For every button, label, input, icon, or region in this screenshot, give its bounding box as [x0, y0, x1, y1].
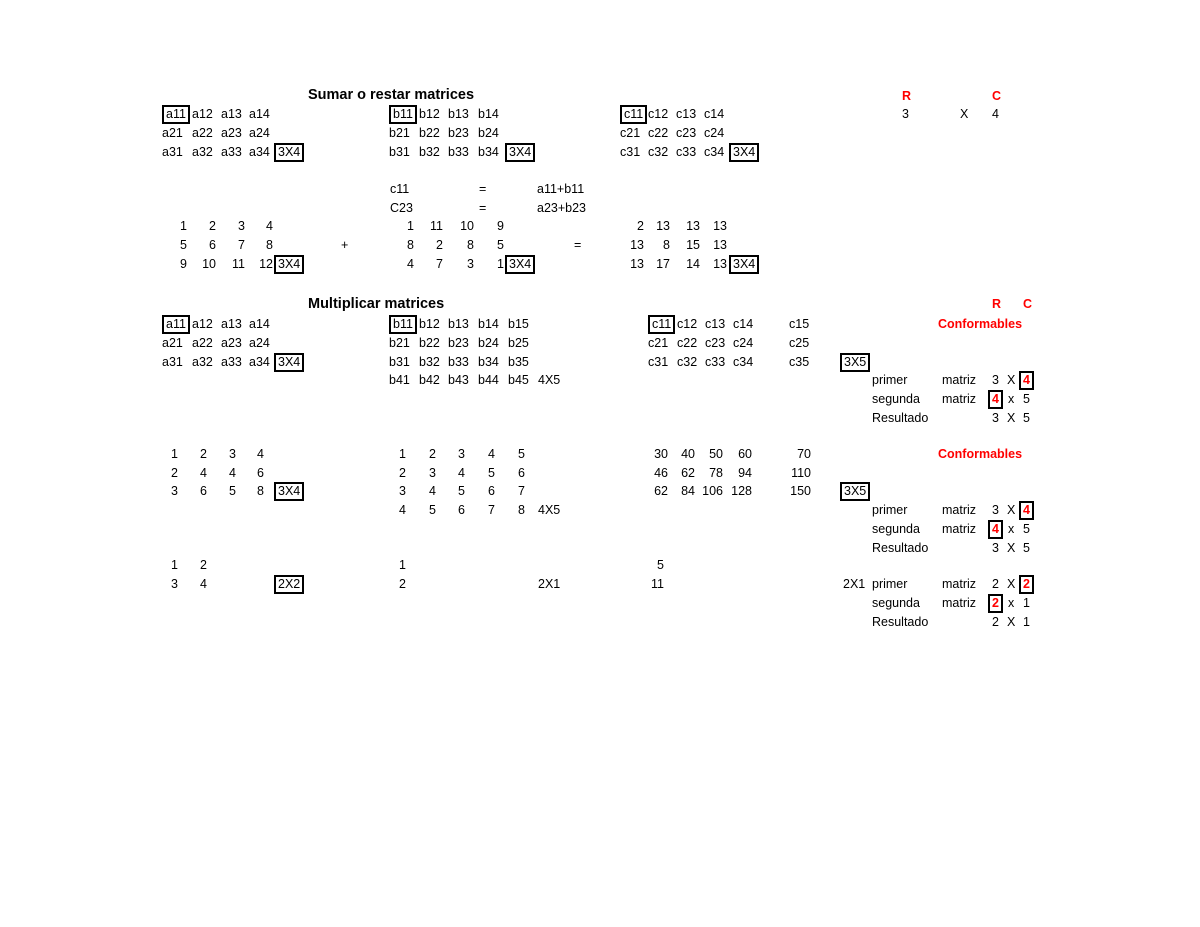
- numeric-cell-a: 2: [200, 447, 207, 461]
- numeric-cell-c: 13: [630, 238, 644, 252]
- numeric-cell-c: 30: [654, 447, 668, 461]
- numeric-cell-c: 11: [651, 577, 664, 591]
- symbolic-cell-a: a23: [221, 126, 242, 140]
- symbolic-cell-b: b15: [508, 317, 529, 331]
- symbolic-cell-c: c32: [677, 355, 698, 369]
- numeric-cell-b: 6: [518, 466, 525, 480]
- numeric-cell-c: 106: [702, 484, 723, 498]
- dimension-label-c: 2X1: [843, 577, 866, 591]
- numeric-cell-a: 3: [171, 484, 178, 498]
- numeric-cell-c: 13: [713, 219, 727, 233]
- numeric-cell-b: 6: [458, 503, 465, 517]
- numeric-cell-b: 1: [399, 558, 406, 572]
- matriz-label: matriz: [942, 373, 977, 387]
- dimension-label-a: 3X4: [274, 353, 304, 372]
- columns-value: 4: [992, 107, 999, 121]
- symbolic-cell-a: a33: [221, 355, 242, 369]
- dim-value: 3: [992, 373, 999, 387]
- symbolic-cell-a: a11: [162, 315, 190, 334]
- numeric-cell-a: 6: [257, 466, 264, 480]
- numeric-cell-b: 10: [460, 219, 474, 233]
- symbolic-cell-b: b31: [389, 145, 410, 159]
- numeric-cell-b: 4: [458, 466, 465, 480]
- numeric-cell-a: 3: [238, 219, 245, 233]
- numeric-cell-b: 5: [429, 503, 436, 517]
- dimension-label-a: 3X4: [274, 482, 304, 501]
- times-sign: X: [960, 107, 969, 121]
- numeric-cell-c: 13: [713, 238, 727, 252]
- highlight-dim: 2: [988, 594, 1003, 613]
- matriz-label: matriz: [942, 392, 977, 406]
- dim-value: 2: [992, 577, 999, 591]
- numeric-cell-b: 5: [518, 447, 525, 461]
- symbolic-cell-c: c14: [704, 107, 725, 121]
- columns-header: C: [1023, 297, 1033, 311]
- symbolic-cell-b: b32: [419, 355, 440, 369]
- matriz-label: matriz: [942, 503, 977, 517]
- symbolic-cell-c: c24: [704, 126, 725, 140]
- symbolic-cell-b: b43: [448, 373, 469, 387]
- symbolic-cell-c: c21: [648, 336, 669, 350]
- symbolic-cell-a: a31: [162, 355, 183, 369]
- numeric-cell-b: 9: [497, 219, 504, 233]
- numeric-cell-b: 1: [407, 219, 414, 233]
- symbolic-cell-a: a33: [221, 145, 242, 159]
- symbolic-cell-c: c32: [648, 145, 669, 159]
- symbolic-cell-c: c21: [620, 126, 641, 140]
- dimension-label-b: 2X1: [538, 577, 561, 591]
- symbolic-cell-a: a31: [162, 145, 183, 159]
- numeric-cell-b: 2: [429, 447, 436, 461]
- numeric-cell-c: 13: [656, 219, 670, 233]
- symbolic-cell-b: b32: [419, 145, 440, 159]
- symbolic-cell-c: c24: [733, 336, 754, 350]
- numeric-cell-b: 5: [458, 484, 465, 498]
- symbolic-cell-b: b31: [389, 355, 410, 369]
- numeric-cell-a: 4: [200, 466, 207, 480]
- matriz-label: matriz: [942, 596, 977, 610]
- rows-header: R: [902, 89, 912, 103]
- formula-rhs: a23+b23: [537, 201, 587, 215]
- highlight-dim: 2: [1019, 575, 1034, 594]
- numeric-cell-b: 8: [518, 503, 525, 517]
- symbolic-cell-b: b24: [478, 336, 499, 350]
- matriz-label: matriz: [942, 577, 977, 591]
- symbolic-cell-a: a24: [249, 126, 270, 140]
- symbolic-cell-b: b13: [448, 317, 469, 331]
- numeric-cell-a: 4: [257, 447, 264, 461]
- section-title-multiplicar: Multiplicar matrices: [308, 296, 445, 312]
- numeric-cell-c: 94: [738, 466, 752, 480]
- numeric-cell-b: 6: [488, 484, 495, 498]
- conformables-label: Conformables: [938, 317, 1023, 331]
- symbolic-cell-a: a34: [249, 145, 270, 159]
- dimension-label-a: 3X4: [274, 143, 304, 162]
- primer-label: primer: [872, 577, 908, 591]
- numeric-cell-c: 60: [738, 447, 752, 461]
- dim-value: 2: [992, 615, 999, 629]
- formula-equals: =: [479, 182, 487, 196]
- symbolic-cell-c: c31: [648, 355, 669, 369]
- symbolic-cell-b: b14: [478, 107, 499, 121]
- symbolic-cell-b: b21: [389, 336, 410, 350]
- highlight-dim: 4: [988, 390, 1003, 409]
- numeric-cell-c: 17: [656, 257, 670, 271]
- segunda-label: segunda: [872, 392, 920, 406]
- symbolic-cell-a: a12: [192, 317, 213, 331]
- dim-value: 1: [1023, 596, 1030, 610]
- conformables-label: Conformables: [938, 447, 1023, 461]
- symbolic-cell-a: a22: [192, 336, 213, 350]
- symbolic-cell-b: b11: [389, 315, 417, 334]
- numeric-cell-b: 4: [407, 257, 414, 271]
- symbolic-cell-b: b22: [419, 126, 440, 140]
- numeric-cell-c: 13: [630, 257, 644, 271]
- numeric-cell-a: 5: [180, 238, 187, 252]
- numeric-cell-c: 78: [709, 466, 723, 480]
- dim-value: 5: [1023, 392, 1030, 406]
- numeric-cell-b: 2: [399, 577, 406, 591]
- symbolic-cell-b: b13: [448, 107, 469, 121]
- numeric-cell-a: 1: [171, 558, 178, 572]
- symbolic-cell-c: c14: [733, 317, 754, 331]
- dim-value: 5: [1023, 522, 1030, 536]
- section-title-sumar: Sumar o restar matrices: [308, 87, 475, 103]
- numeric-cell-a: 6: [200, 484, 207, 498]
- resultado-label: Resultado: [872, 615, 929, 629]
- symbolic-cell-a: a14: [249, 107, 270, 121]
- symbolic-cell-a: a32: [192, 355, 213, 369]
- numeric-cell-c: 50: [709, 447, 723, 461]
- numeric-cell-a: 4: [266, 219, 273, 233]
- symbolic-cell-c: c12: [648, 107, 669, 121]
- numeric-cell-b: 3: [429, 466, 436, 480]
- dim-value: 1: [1023, 615, 1030, 629]
- symbolic-cell-b: b24: [478, 126, 499, 140]
- numeric-cell-b: 8: [467, 238, 474, 252]
- numeric-cell-b: 4: [429, 484, 436, 498]
- numeric-cell-c: 62: [681, 466, 695, 480]
- symbolic-cell-b: b23: [448, 126, 469, 140]
- symbolic-cell-b: b33: [448, 355, 469, 369]
- symbolic-cell-b: b14: [478, 317, 499, 331]
- numeric-cell-a: 11: [232, 257, 245, 271]
- numeric-cell-a: 2: [171, 466, 178, 480]
- numeric-cell-a: 3: [171, 577, 178, 591]
- dim-value: 5: [1023, 541, 1030, 555]
- symbolic-cell-b: b12: [419, 107, 440, 121]
- symbolic-cell-a: a21: [162, 126, 183, 140]
- matriz-label: matriz: [942, 522, 977, 536]
- numeric-cell-b: 7: [436, 257, 443, 271]
- symbolic-cell-c: c25: [789, 336, 810, 350]
- numeric-cell-a: 7: [238, 238, 245, 252]
- symbolic-cell-b: b41: [389, 373, 410, 387]
- highlight-dim: 4: [1019, 501, 1034, 520]
- primer-label: primer: [872, 373, 908, 387]
- numeric-cell-c: 14: [686, 257, 700, 271]
- symbolic-cell-c: c22: [677, 336, 698, 350]
- symbolic-cell-b: b34: [478, 355, 499, 369]
- symbolic-cell-c: c22: [648, 126, 669, 140]
- resultado-label: Resultado: [872, 411, 929, 425]
- dimension-label-c: 3X4: [729, 143, 759, 162]
- numeric-cell-c: 110: [791, 466, 811, 480]
- numeric-cell-b: 7: [488, 503, 495, 517]
- highlight-dim: 4: [1019, 371, 1034, 390]
- symbolic-cell-a: a34: [249, 355, 270, 369]
- dimension-label-b: 3X4: [505, 255, 535, 274]
- symbolic-cell-a: a21: [162, 336, 183, 350]
- symbolic-cell-a: a11: [162, 105, 190, 124]
- formula-lhs: c11: [390, 182, 410, 196]
- numeric-cell-b: 11: [430, 219, 443, 233]
- symbolic-cell-c: c23: [705, 336, 726, 350]
- numeric-cell-a: 2: [209, 219, 216, 233]
- dimension-label-a: 3X4: [274, 255, 304, 274]
- numeric-cell-a: 1: [171, 447, 178, 461]
- symbolic-cell-c: c11: [620, 105, 647, 124]
- numeric-cell-c: 128: [731, 484, 752, 498]
- numeric-cell-b: 1: [497, 257, 504, 271]
- numeric-cell-b: 5: [497, 238, 504, 252]
- symbolic-cell-b: b23: [448, 336, 469, 350]
- symbolic-cell-b: b45: [508, 373, 529, 387]
- symbolic-cell-b: b21: [389, 126, 410, 140]
- symbolic-cell-a: a23: [221, 336, 242, 350]
- numeric-cell-c: 13: [713, 257, 727, 271]
- dim-value: 3: [992, 503, 999, 517]
- rows-header: R: [992, 297, 1002, 311]
- symbolic-cell-c: c15: [789, 317, 810, 331]
- symbolic-cell-c: c33: [705, 355, 726, 369]
- dimension-label-c: 3X5: [840, 353, 870, 372]
- symbolic-cell-b: b33: [448, 145, 469, 159]
- dim-value: 3: [992, 411, 999, 425]
- times-sign: X: [1007, 541, 1016, 555]
- numeric-cell-a: 3: [229, 447, 236, 461]
- numeric-cell-b: 3: [458, 447, 465, 461]
- dim-value: 5: [1023, 411, 1030, 425]
- dimension-label-b: 4X5: [538, 373, 561, 387]
- primer-label: primer: [872, 503, 908, 517]
- numeric-cell-b: 7: [518, 484, 525, 498]
- formula-lhs: C23: [390, 201, 413, 215]
- times-sign: X: [1007, 503, 1016, 517]
- symbolic-cell-a: a13: [221, 107, 242, 121]
- numeric-cell-a: 4: [229, 466, 236, 480]
- formula-rhs: a11+b11: [537, 182, 585, 196]
- symbolic-cell-b: b42: [419, 373, 440, 387]
- numeric-cell-a: 2: [200, 558, 207, 572]
- symbolic-cell-b: b11: [389, 105, 417, 124]
- dimension-label-c: 3X4: [729, 255, 759, 274]
- symbolic-cell-c: c23: [676, 126, 697, 140]
- numeric-cell-c: 62: [654, 484, 668, 498]
- numeric-cell-c: 2: [637, 219, 644, 233]
- symbolic-cell-b: b34: [478, 145, 499, 159]
- dimension-label-c: 3X5: [840, 482, 870, 501]
- numeric-cell-b: 4: [399, 503, 406, 517]
- times-sign: x: [1008, 596, 1015, 610]
- equals-sign: =: [574, 238, 582, 252]
- numeric-cell-a: 9: [180, 257, 187, 271]
- dimension-label-a: 2X2: [274, 575, 304, 594]
- numeric-cell-b: 2: [399, 466, 406, 480]
- symbolic-cell-c: c12: [677, 317, 698, 331]
- dim-value: 3: [992, 541, 999, 555]
- numeric-cell-a: 12: [259, 257, 273, 271]
- times-sign: x: [1008, 392, 1015, 406]
- numeric-cell-b: 3: [467, 257, 474, 271]
- numeric-cell-b: 1: [399, 447, 406, 461]
- numeric-cell-c: 84: [681, 484, 695, 498]
- times-sign: X: [1007, 411, 1016, 425]
- numeric-cell-a: 8: [266, 238, 273, 252]
- symbolic-cell-c: c34: [704, 145, 725, 159]
- symbolic-cell-c: c34: [733, 355, 754, 369]
- times-sign: X: [1007, 577, 1016, 591]
- numeric-cell-b: 4: [488, 447, 495, 461]
- times-sign: x: [1008, 522, 1015, 536]
- segunda-label: segunda: [872, 522, 920, 536]
- symbolic-cell-a: a14: [249, 317, 270, 331]
- symbolic-cell-a: a24: [249, 336, 270, 350]
- numeric-cell-a: 6: [209, 238, 216, 252]
- numeric-cell-c: 15: [686, 238, 700, 252]
- numeric-cell-c: 70: [797, 447, 811, 461]
- dimension-label-b: 3X4: [505, 143, 535, 162]
- numeric-cell-b: 8: [407, 238, 414, 252]
- symbolic-cell-b: b12: [419, 317, 440, 331]
- numeric-cell-c: 40: [681, 447, 695, 461]
- numeric-cell-c: 8: [663, 238, 670, 252]
- numeric-cell-a: 8: [257, 484, 264, 498]
- symbolic-cell-a: a32: [192, 145, 213, 159]
- plus-sign: +: [341, 238, 349, 252]
- symbolic-cell-a: a13: [221, 317, 242, 331]
- symbolic-cell-b: b44: [478, 373, 499, 387]
- symbolic-cell-c: c33: [676, 145, 697, 159]
- numeric-cell-a: 10: [202, 257, 216, 271]
- rows-value: 3: [902, 107, 909, 121]
- segunda-label: segunda: [872, 596, 920, 610]
- symbolic-cell-b: b25: [508, 336, 529, 350]
- numeric-cell-b: 3: [399, 484, 406, 498]
- symbolic-cell-c: c13: [676, 107, 697, 121]
- symbolic-cell-c: c11: [648, 315, 675, 334]
- numeric-cell-c: 150: [790, 484, 811, 498]
- symbolic-cell-b: b22: [419, 336, 440, 350]
- highlight-dim: 4: [988, 520, 1003, 539]
- symbolic-cell-a: a12: [192, 107, 213, 121]
- formula-equals: =: [479, 201, 487, 215]
- numeric-cell-b: 5: [488, 466, 495, 480]
- symbolic-cell-c: c13: [705, 317, 726, 331]
- columns-header: C: [992, 89, 1002, 103]
- resultado-label: Resultado: [872, 541, 929, 555]
- symbolic-cell-a: a22: [192, 126, 213, 140]
- numeric-cell-c: 13: [686, 219, 700, 233]
- numeric-cell-a: 5: [229, 484, 236, 498]
- symbolic-cell-c: c35: [789, 355, 810, 369]
- times-sign: X: [1007, 373, 1016, 387]
- numeric-cell-c: 46: [654, 466, 668, 480]
- times-sign: X: [1007, 615, 1016, 629]
- dimension-label-b: 4X5: [538, 503, 561, 517]
- symbolic-cell-c: c31: [620, 145, 641, 159]
- symbolic-cell-b: b35: [508, 355, 529, 369]
- numeric-cell-c: 5: [657, 558, 664, 572]
- numeric-cell-b: 2: [436, 238, 443, 252]
- numeric-cell-a: 4: [200, 577, 207, 591]
- numeric-cell-a: 1: [180, 219, 187, 233]
